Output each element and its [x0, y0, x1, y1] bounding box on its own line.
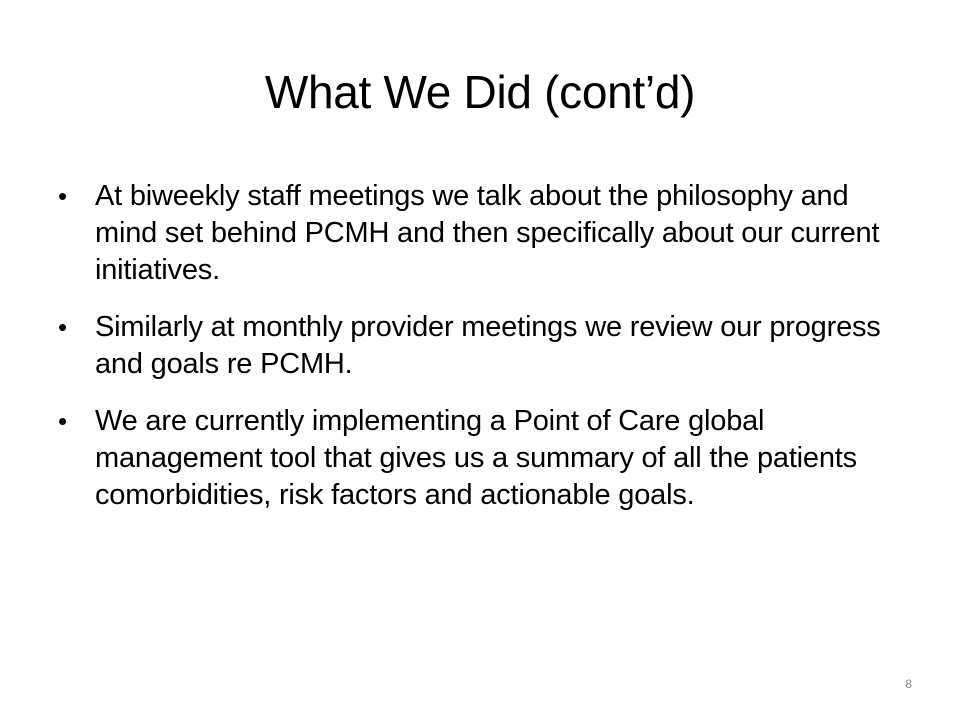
bullet-icon: •	[58, 181, 67, 211]
bullet-item	[58, 403, 918, 514]
bullet-item	[58, 178, 918, 289]
bullet-list	[58, 178, 918, 534]
bullet-icon: •	[58, 312, 67, 342]
bullet-text: We are currently implementing a Point of Care global management tool that gives us a summary of all the patients comorbidities, risk factors and actionable goals.	[95, 405, 857, 511]
page-number: 8	[905, 677, 912, 691]
bullet-icon: •	[58, 406, 67, 436]
bullet-item	[58, 309, 918, 383]
bullet-text: Similarly at monthly provider meetings we review our progress and goals re PCMH.	[95, 311, 881, 380]
slide-title: What We Did (cont’d)	[264, 66, 696, 118]
bullet-text: At biweekly staff meetings we talk about the philosophy and mind set behind PCMH and then specifically about our current initiatives.	[95, 180, 880, 286]
